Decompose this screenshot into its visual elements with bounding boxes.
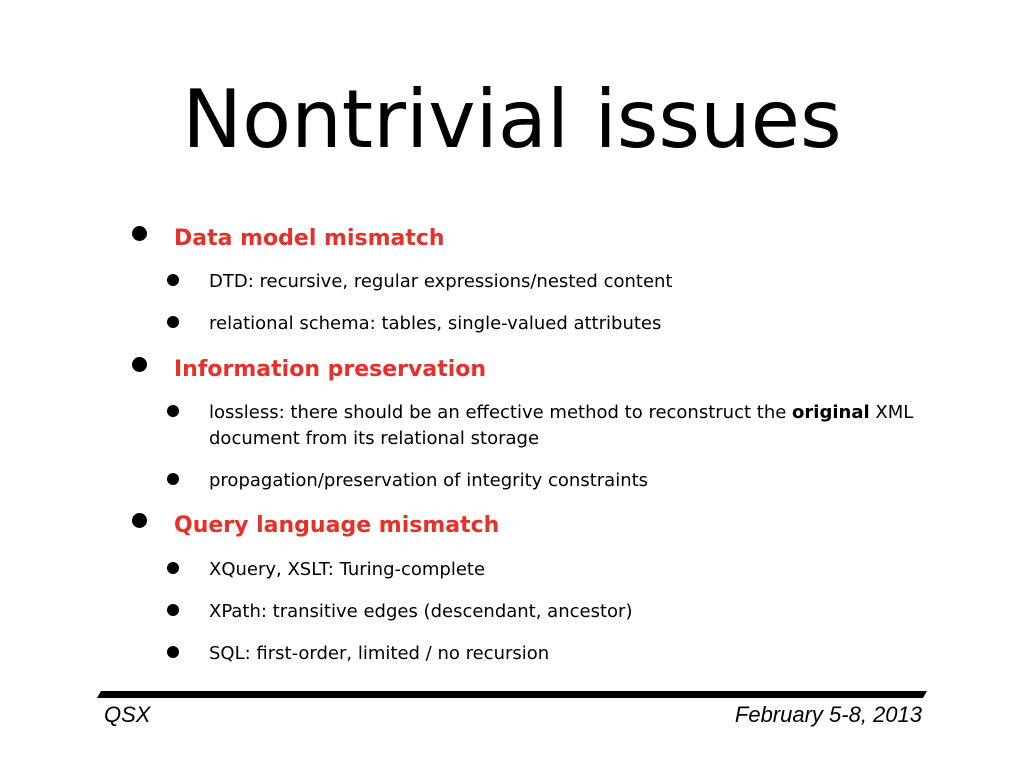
section-heading-information-preservation: Information preservation (174, 357, 487, 382)
section-heading-query-language: Query language mismatch (174, 513, 500, 538)
sub-bullet-text (209, 400, 929, 452)
footer-date: February 5-8, 2013 (734, 702, 922, 727)
emphasis-text: original (792, 402, 870, 423)
bullet-icon (167, 274, 179, 286)
footer-left-text: QSX (104, 702, 151, 727)
sub-bullet-text: relational schema: tables, single-valued attributes (209, 313, 662, 334)
bullet-icon (167, 562, 179, 574)
sub-bullet-text-part: lossless: there should be an effective method to reconstruct the (209, 402, 793, 423)
section-heading-data-model: Data model mismatch (174, 226, 445, 251)
sub-bullet-text: propagation/preservation of integrity constraints (209, 470, 649, 491)
bullet-icon (167, 405, 179, 417)
footer-rule (97, 691, 927, 698)
bullet-icon (167, 473, 179, 485)
bullet-icon (132, 513, 147, 528)
slide-title: Nontrivial issues (182, 73, 842, 166)
bullet-icon (167, 646, 179, 658)
sub-bullet-text: DTD: recursive, regular expressions/nested content (209, 271, 673, 292)
bullet-icon (132, 357, 147, 372)
sub-bullet-text: XPath: transitive edges (descendant, ancestor) (209, 601, 633, 622)
sub-bullet-text: XQuery, XSLT: Turing-complete (209, 559, 486, 580)
bullet-icon (132, 226, 147, 241)
bullet-icon (167, 604, 179, 616)
bullet-icon (167, 316, 179, 328)
sub-bullet-text-part: XML document from its relational storage (209, 402, 914, 449)
sub-bullet-text: SQL: first-order, limited / no recursion (209, 643, 550, 664)
